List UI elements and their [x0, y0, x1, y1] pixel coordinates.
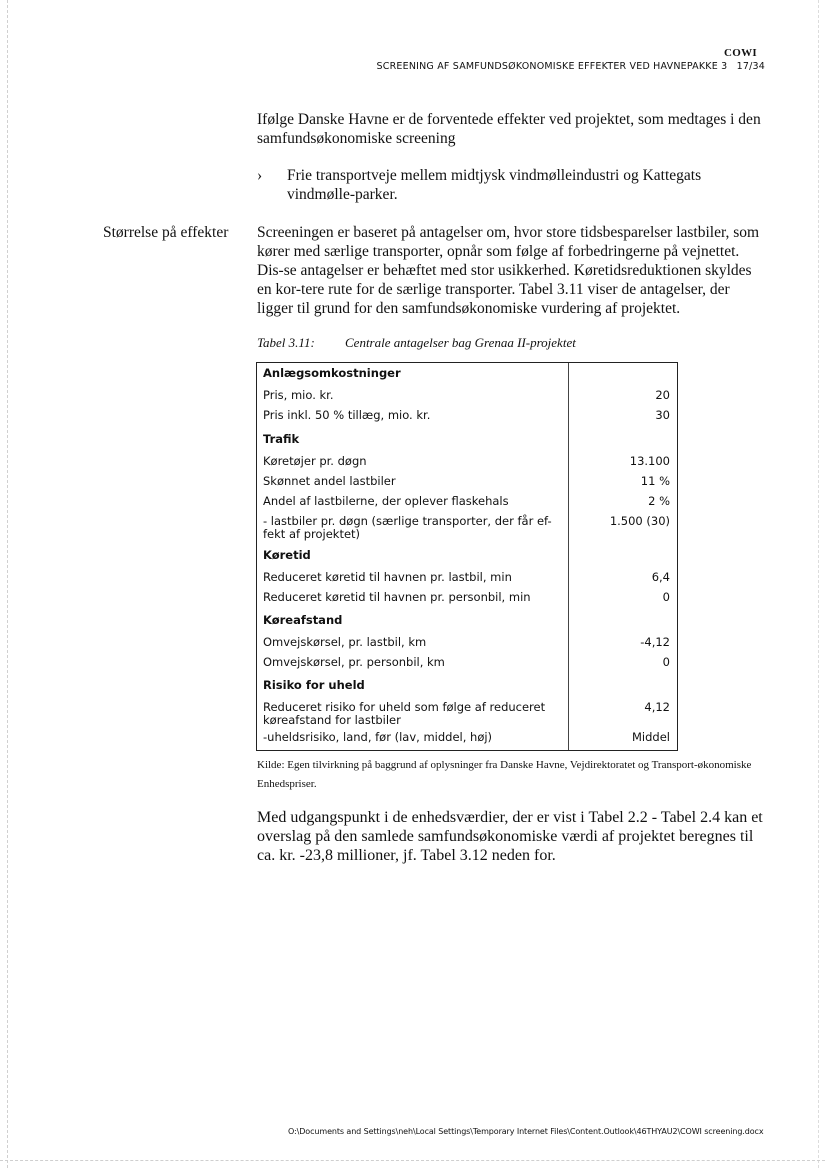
table-row-label: Reduceret køretid til havnen pr. lastbil, min: [263, 570, 512, 584]
table-row-value: 4,12: [644, 700, 670, 714]
table-row-label: Reduceret køretid til havnen pr. personbil, min: [263, 590, 531, 604]
table-section-title: Køretid: [263, 548, 311, 562]
table-caption-number: Tabel 3.11:: [257, 335, 315, 350]
table-row-value: 6,4: [651, 570, 670, 584]
table-row-label: Reduceret risiko for uheld som følge af reduceret køreafstand for lastbiler: [263, 700, 546, 727]
table-row-label: Køretøjer pr. døgn: [263, 454, 367, 468]
intro-paragraph: Ifølge Danske Havne er de forventede effekter ved projektet, som medtages i den samfundsøkonomiske screening: [257, 111, 761, 147]
body-paragraph: Screeningen er baseret på antagelser om, hvor store tidsbesparelser lastbiler, som kører med særlige transporter, opnår som følge af forbedringerne på vejnettet. Dis-se antagelser er behæftet med stor usikkerhed. Køretidsreduktionen skyldes en kor-tere rute for de særlige transporter. Tabel 3.11 viser de antagelser, der ligger til grund for den samfundsøkonomiske vurdering af projektet.: [257, 224, 760, 317]
table-row-value: 0: [662, 590, 670, 604]
table-row-label: Skønnet andel lastbiler: [263, 474, 396, 488]
conclusion-paragraph: Med udgangspunkt i de enhedsværdier, der er vist i Tabel 2.2 - Tabel 2.4 kan et overslag på den samlede samfundsøkonomiske værdi af projektet beregnes til ca. kr. -23,8 millioner, jf. Tabel 3.12 neden for.: [257, 809, 763, 864]
table-row-label: -uheldsrisiko, land, før (lav, middel, høj): [263, 730, 493, 744]
table-caption-text: Centrale antagelser bag Grenaa II-projektet: [345, 335, 576, 350]
table-section-title: Trafik: [263, 432, 300, 446]
table-section-title: Risiko for uheld: [263, 678, 365, 692]
table-row-value: 2 %: [648, 494, 670, 508]
table-section-title: Anlægsomkostninger: [263, 366, 401, 380]
table-row-label: Pris inkl. 50 % tillæg, mio. kr.: [263, 408, 431, 422]
bullet-marker: ›: [257, 167, 263, 184]
running-header-title: SCREENING AF SAMFUNDSØKONOMISKE EFFEKTER VED HAVNEPAKKE 3: [376, 61, 728, 72]
table-row-label: Pris, mio. kr.: [263, 388, 334, 402]
table-row-value: 1.500 (30): [609, 514, 670, 528]
assumptions-table: [256, 362, 678, 751]
table-section-title: Køreafstand: [263, 613, 343, 627]
file-path-footer: O:\Documents and Settings\neh\Local Settings\Temporary Internet Files\Content.Outlook\46THYAU2\COWI screening.docx: [288, 1127, 764, 1136]
table-row-value: 20: [655, 388, 670, 402]
table-row-value: 30: [655, 408, 670, 422]
table-row-value: Middel: [632, 730, 670, 744]
bullet-text: Frie transportveje mellem midtjysk vindmølleindustri og Kattegats vindmølle-parker.: [287, 167, 702, 203]
table-source-note: Kilde: Egen tilvirkning på baggrund af oplysninger fra Danske Havne, Vejdirektoratet og Transport-økonomiske Enhedspriser.: [257, 759, 752, 790]
table-row-label: Omvejskørsel, pr. personbil, km: [263, 655, 445, 669]
table-row-value: -4,12: [640, 635, 670, 649]
running-header: [300, 61, 765, 72]
page-number: 17/34: [736, 61, 765, 72]
table-row-value: 0: [662, 655, 670, 669]
scan-edge-bottom: [0, 1160, 825, 1162]
table-row-label: Omvejskørsel, pr. lastbil, km: [263, 635, 427, 649]
company-logo-text: COWI: [724, 47, 757, 59]
table-row-label: Andel af lastbilerne, der oplever flaskehals: [263, 494, 509, 508]
margin-heading: Størrelse på effekter: [103, 224, 229, 241]
scan-edge-right: [818, 0, 820, 1168]
scan-edge-left: [7, 0, 9, 1168]
table-row-label: - lastbiler pr. døgn (særlige transporter, der får ef-fekt af projektet): [263, 514, 552, 541]
table-row-value: 11 %: [640, 474, 670, 488]
table-row-value: 13.100: [629, 454, 670, 468]
